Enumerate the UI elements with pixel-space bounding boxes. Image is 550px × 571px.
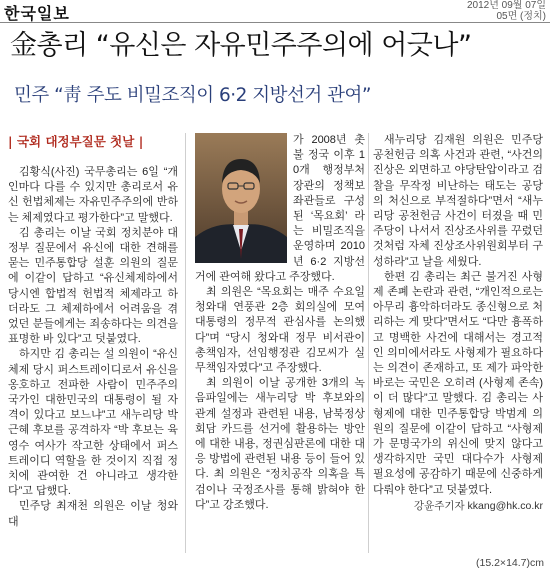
article-column-2 (195, 133, 365, 553)
article-paragraph: 하지만 김 총리는 설 의원이 “유신체제 당시 퍼스트레이디로서 유신을 옹호하고 전파한 사람이 민주주의 국가인 대한민국의 대통령이 될 자격이 있다고 보느냐”고 새누리당 박근혜 후보를 공격하자 “박 후보는 육영수 여사가 작고한 상태에서 퍼스트레이디 역할을 한 것이지 직접 정치에 관여한 건 아니라고 생각한다”고 답했다. (8, 348, 178, 498)
article-paragraph: 한편 김 총리는 최근 불거진 사형제 존폐 논란과 관련, “개인적으로는 아무리 흉악하더라도 종신형으로 처리하는 게 맞다”면서도 “다만 흉폭하고 명백한 사건에 대해서는 경고적인 의미에서라도 사형제가 필요하다는 의견이 존재하고, 또 제가 파악한 바로는 국민은 오히려 (사형제 존속)이 더 많다”고 말했다. 김 총리는 사형제에 대한 민주통합당 박범계 의원의 질문에 이같이 답하고 “사형제가 문명국가의 위신에 맞지 않다고 생각하지만 국민 대다수가 사형제 필요성에 공감하기 때문에 신중하게 다뤄야 한다”고 덧붙였다. (373, 270, 543, 496)
dateline (467, 0, 546, 22)
section-label-text: 국회 대정부질문 첫날 (16, 134, 135, 149)
column-divider (368, 133, 369, 553)
clipping-size-note: (15.2×14.7)cm (476, 557, 544, 569)
article-paragraph: 김황식(사진) 국무총리는 6일 “개인마다 다를 수 있지만 총리로서 유신 헌법체제는 자유민주주의에 반하는 체제였다고 평가한다”고 말했다. (8, 166, 178, 224)
column-divider (185, 133, 186, 553)
article-paragraph: 김 총리는 이날 국회 정치분야 대정부 질문에서 유신에 대한 견해를 묻는 민주통합당 설훈 의원의 질문에 이같이 답하고 “유신체제하에서 당시엔 합법적 헌법적 체제라고 하더라도 그 체제하에서 어려움을 겪었던 분들에게는 죄송하다는 의견을 표명한 바 있다”고 덧붙였다. (8, 226, 178, 346)
article-paragraph: 민주당 최재천 의원은 이날 청와대 (8, 500, 178, 528)
page-section: 05면 (정치) (496, 11, 546, 22)
masthead (0, 0, 550, 23)
issue-date: 2012년 09월 07일 (466, 0, 546, 11)
reporter-byline: 강윤주기자 kkang@hk.co.kr (413, 499, 543, 512)
newspaper-logo: 한국일보 (4, 4, 70, 23)
article-column-1 (8, 143, 178, 553)
article-paragraph: 새누리당 김재원 의원은 민주당 공천헌금 의혹 사건과 관련, “사건의 진상은 외면하고 야당탄압이라고 검찰을 무작정 비난하는 태도는 공당의 처신으로 부적절하다”면서 “새누리당 공천헌금 사건이 터졌을 때 민주당이 나서서 진상조사위를 꾸렸던 것처럼 자체 진상조사위원회부터 구성하라”고 날을 세웠다. (373, 134, 543, 268)
section-label-close-bar: | (138, 134, 144, 149)
article-paragraph: 최 의원이 이날 공개한 3개의 녹음파일에는 새누리당 박 후보와의 관계 설정과 관련된 내용, 남북정상회담 카드를 선거에 활용하는 방안에 대한 내용, 정권심판론에 대한 대응 방법에 관련된 내용 등이 들어 있다. 최 의원은 “정치공작 의혹을 특검이나 국정조사를 통해 밝혀야 한다”고 강조했다. (195, 377, 365, 511)
article-paragraph: 가 2008년 촛불 정국 이후 10개 행정부처 장관의 정책보좌관들로 구성된 ‘목요회’ 라는 비밀조직을 운영하며 2010년 6·2 지방선거에 관여해 왔다고 주장했다. (195, 134, 365, 283)
portrait-photo-icon (195, 133, 287, 263)
article-paragraph: 최 의원은 “목요회는 매주 수요일 청와대 연풍관 2층 회의실에 모여 대통령의 정무적 관심사를 논의했다”며 “당시 청와대 정무 비서관이 총책임자, 선임행정관 김모씨가 실무책임자였다”고 주장했다. (195, 286, 365, 375)
article-column-3 (373, 133, 543, 553)
section-label-open-bar: | (8, 134, 13, 149)
article-headline: 金총리 “유신은 자유민주주의에 어긋나” (10, 30, 472, 61)
article-subheadline: 민주 “靑 주도 비밀조직이 6·2 지방선거 관여” (14, 85, 371, 106)
